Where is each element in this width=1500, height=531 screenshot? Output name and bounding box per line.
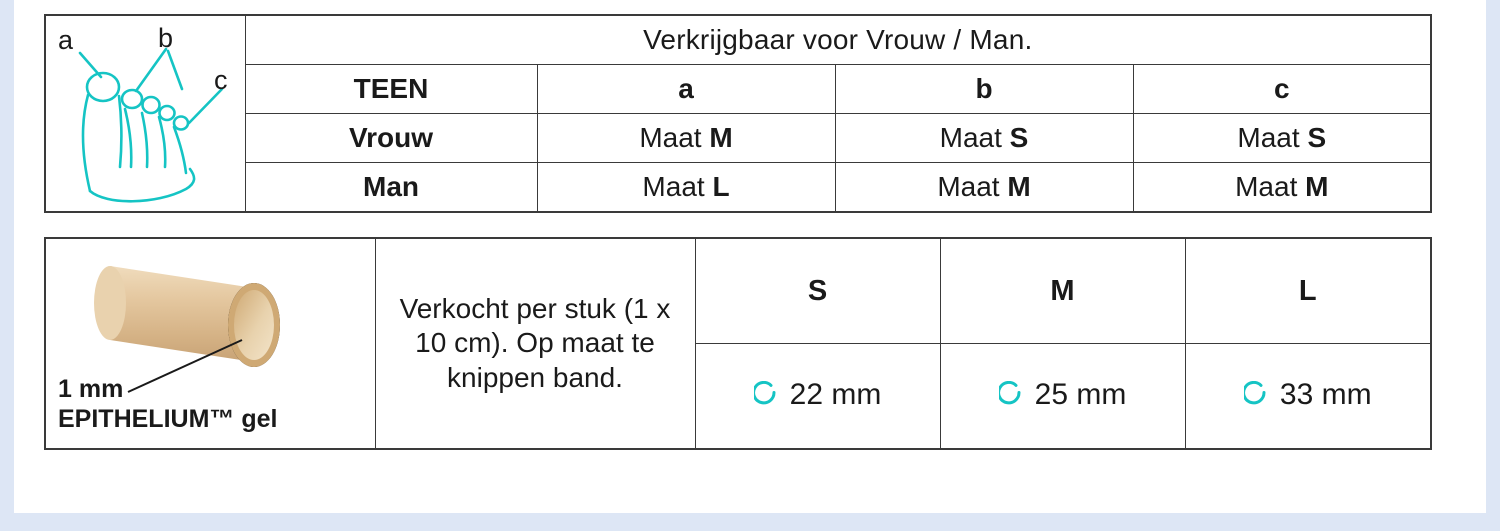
sheet-content [14,0,1486,513]
cell-size: L [712,171,730,202]
cell-prefix: Maat [639,122,702,153]
foot-label-b: b [158,22,174,53]
cell-prefix: Maat [939,122,1002,153]
row-header-teen: TEEN [245,65,537,114]
caption-material: EPITHELIUM™ gel [58,404,278,433]
table-row [45,65,1431,114]
diameter-cell-l [1185,344,1431,450]
row-header-man: Man [245,163,537,213]
foot-label-c: c [214,64,228,95]
column-header-a: a [537,65,835,114]
product-description: Verkocht per stuk (1 x 10 cm). Op maat te knippen band. [375,238,695,449]
column-header-c: c [1133,65,1431,114]
diameter-value-m: 25 mm [1034,377,1127,411]
diameter-value-l: 33 mm [1279,377,1372,411]
foot-label-a: a [58,24,74,55]
foot-diagram-cell [45,15,245,212]
cell-size: S [1009,122,1029,153]
size-header-m: M [940,238,1185,344]
cell-man-b [835,163,1133,213]
sizing-table [44,14,1432,213]
row-header-vrouw: Vrouw [245,114,537,163]
frame-edge-left [0,0,14,531]
diameter-ring-icon [1244,381,1270,415]
cell-man-a [537,163,835,213]
cell-vrouw-b [835,114,1133,163]
product-image-cell [45,238,375,449]
diameter-cell-m [940,344,1185,450]
cell-size: M [1007,171,1031,202]
size-header-s: S [695,238,940,344]
cell-prefix: Maat [642,171,705,202]
foot-toes-diagram-icon [46,17,246,211]
cell-vrouw-a [537,114,835,163]
cell-man-c [1133,163,1431,213]
product-table [44,237,1432,450]
diameter-ring-icon [999,381,1025,415]
gel-tube-image [46,240,376,448]
diameter-value-s: 22 mm [789,377,882,411]
sizing-table-header: Verkrijgbaar voor Vrouw / Man. [245,15,1431,65]
table-row [45,15,1431,65]
frame-edge-right [1486,0,1500,531]
cell-prefix: Maat [1235,171,1298,202]
cell-vrouw-c [1133,114,1431,163]
table-row [45,163,1431,213]
size-header-l: L [1185,238,1431,344]
frame-edge-bottom [0,513,1500,531]
table-row [45,238,1431,344]
column-header-b: b [835,65,1133,114]
caption-thickness: 1 mm [58,374,124,403]
cell-prefix: Maat [1237,122,1300,153]
cell-size: S [1307,122,1327,153]
cell-size: M [709,122,733,153]
diameter-cell-s [695,344,940,450]
diameter-ring-icon [754,381,780,415]
product-image-caption [58,374,277,434]
table-row [45,114,1431,163]
cell-prefix: Maat [937,171,1000,202]
cell-size: M [1305,171,1329,202]
